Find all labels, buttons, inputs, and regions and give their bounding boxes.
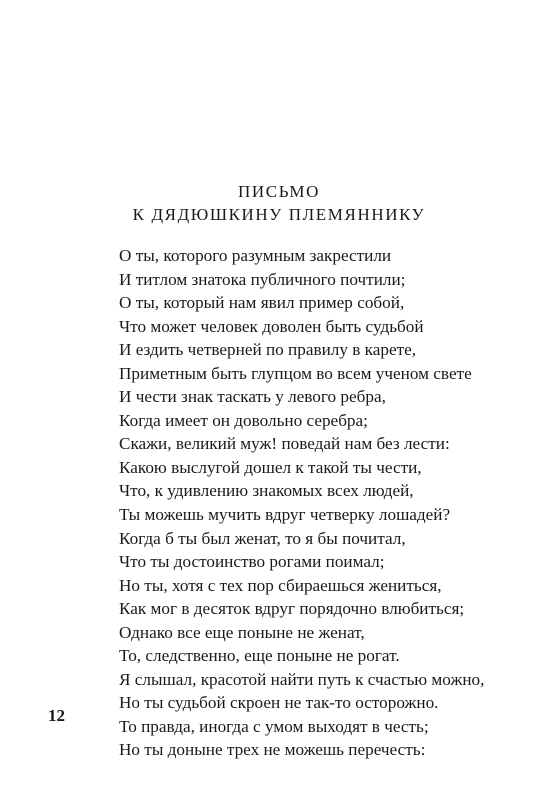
poem-line: Но ты судьбой скроен не так-то осторожно.	[119, 693, 439, 713]
poem-line: Как мог в десяток вдруг порядочно влюбиться;	[119, 599, 465, 619]
poem-line: Приметным быть глупцом во всем ученом свете	[119, 363, 472, 383]
poem-line: Когда имеет он довольно серебра;	[119, 410, 368, 430]
poem-title	[0, 180, 558, 226]
poem-line: Что, к удивлению знакомых всех людей,	[119, 481, 414, 501]
poem-line: О ты, которого разумным закрестили	[119, 246, 392, 265]
poem-line: О ты, который нам явил пример собой,	[119, 293, 405, 313]
poem-line: И титлом знатока публичного почтили;	[119, 269, 406, 289]
poem-line: То, следственно, еще поныне не рогат.	[119, 646, 400, 666]
poem-line: Что ты достоинство рогами поимал;	[119, 552, 385, 572]
poem-line: Я слышал, красотой найти путь к счастью можно,	[119, 669, 485, 689]
poem-line: Но ты доныне трех не можешь перечесть:	[119, 740, 426, 760]
title-line-1: ПИСЬМО	[238, 182, 320, 201]
poem-line: То правда, иногда с умом выходят в честь;	[119, 716, 429, 736]
poem-line: Что может человек доволен быть судьбой	[119, 316, 424, 336]
poem-line: Однако все еще поныне не женат,	[119, 622, 365, 642]
title-line-2: К ДЯДЮШКИНУ ПЛЕМЯННИКУ	[132, 205, 426, 224]
poem-line: Но ты, хотя с тех пор сбираешься жениться,	[119, 575, 442, 595]
poem-line: И чести знак таскать у левого ребра,	[119, 387, 386, 407]
poem-line: Скажи, великий муж! поведай нам без лести:	[119, 434, 450, 454]
poem-body	[119, 244, 539, 762]
poem-line: Какою выслугой дошел к такой ты чести,	[119, 457, 422, 477]
page-number: 12	[48, 706, 65, 725]
poem-line: Когда б ты был женат, то я бы почитал,	[119, 528, 406, 548]
poem-line: Ты можешь мучить вдруг четверку лошадей?	[119, 505, 451, 525]
poem-line: И ездить четверней по правилу в карете,	[119, 340, 417, 360]
